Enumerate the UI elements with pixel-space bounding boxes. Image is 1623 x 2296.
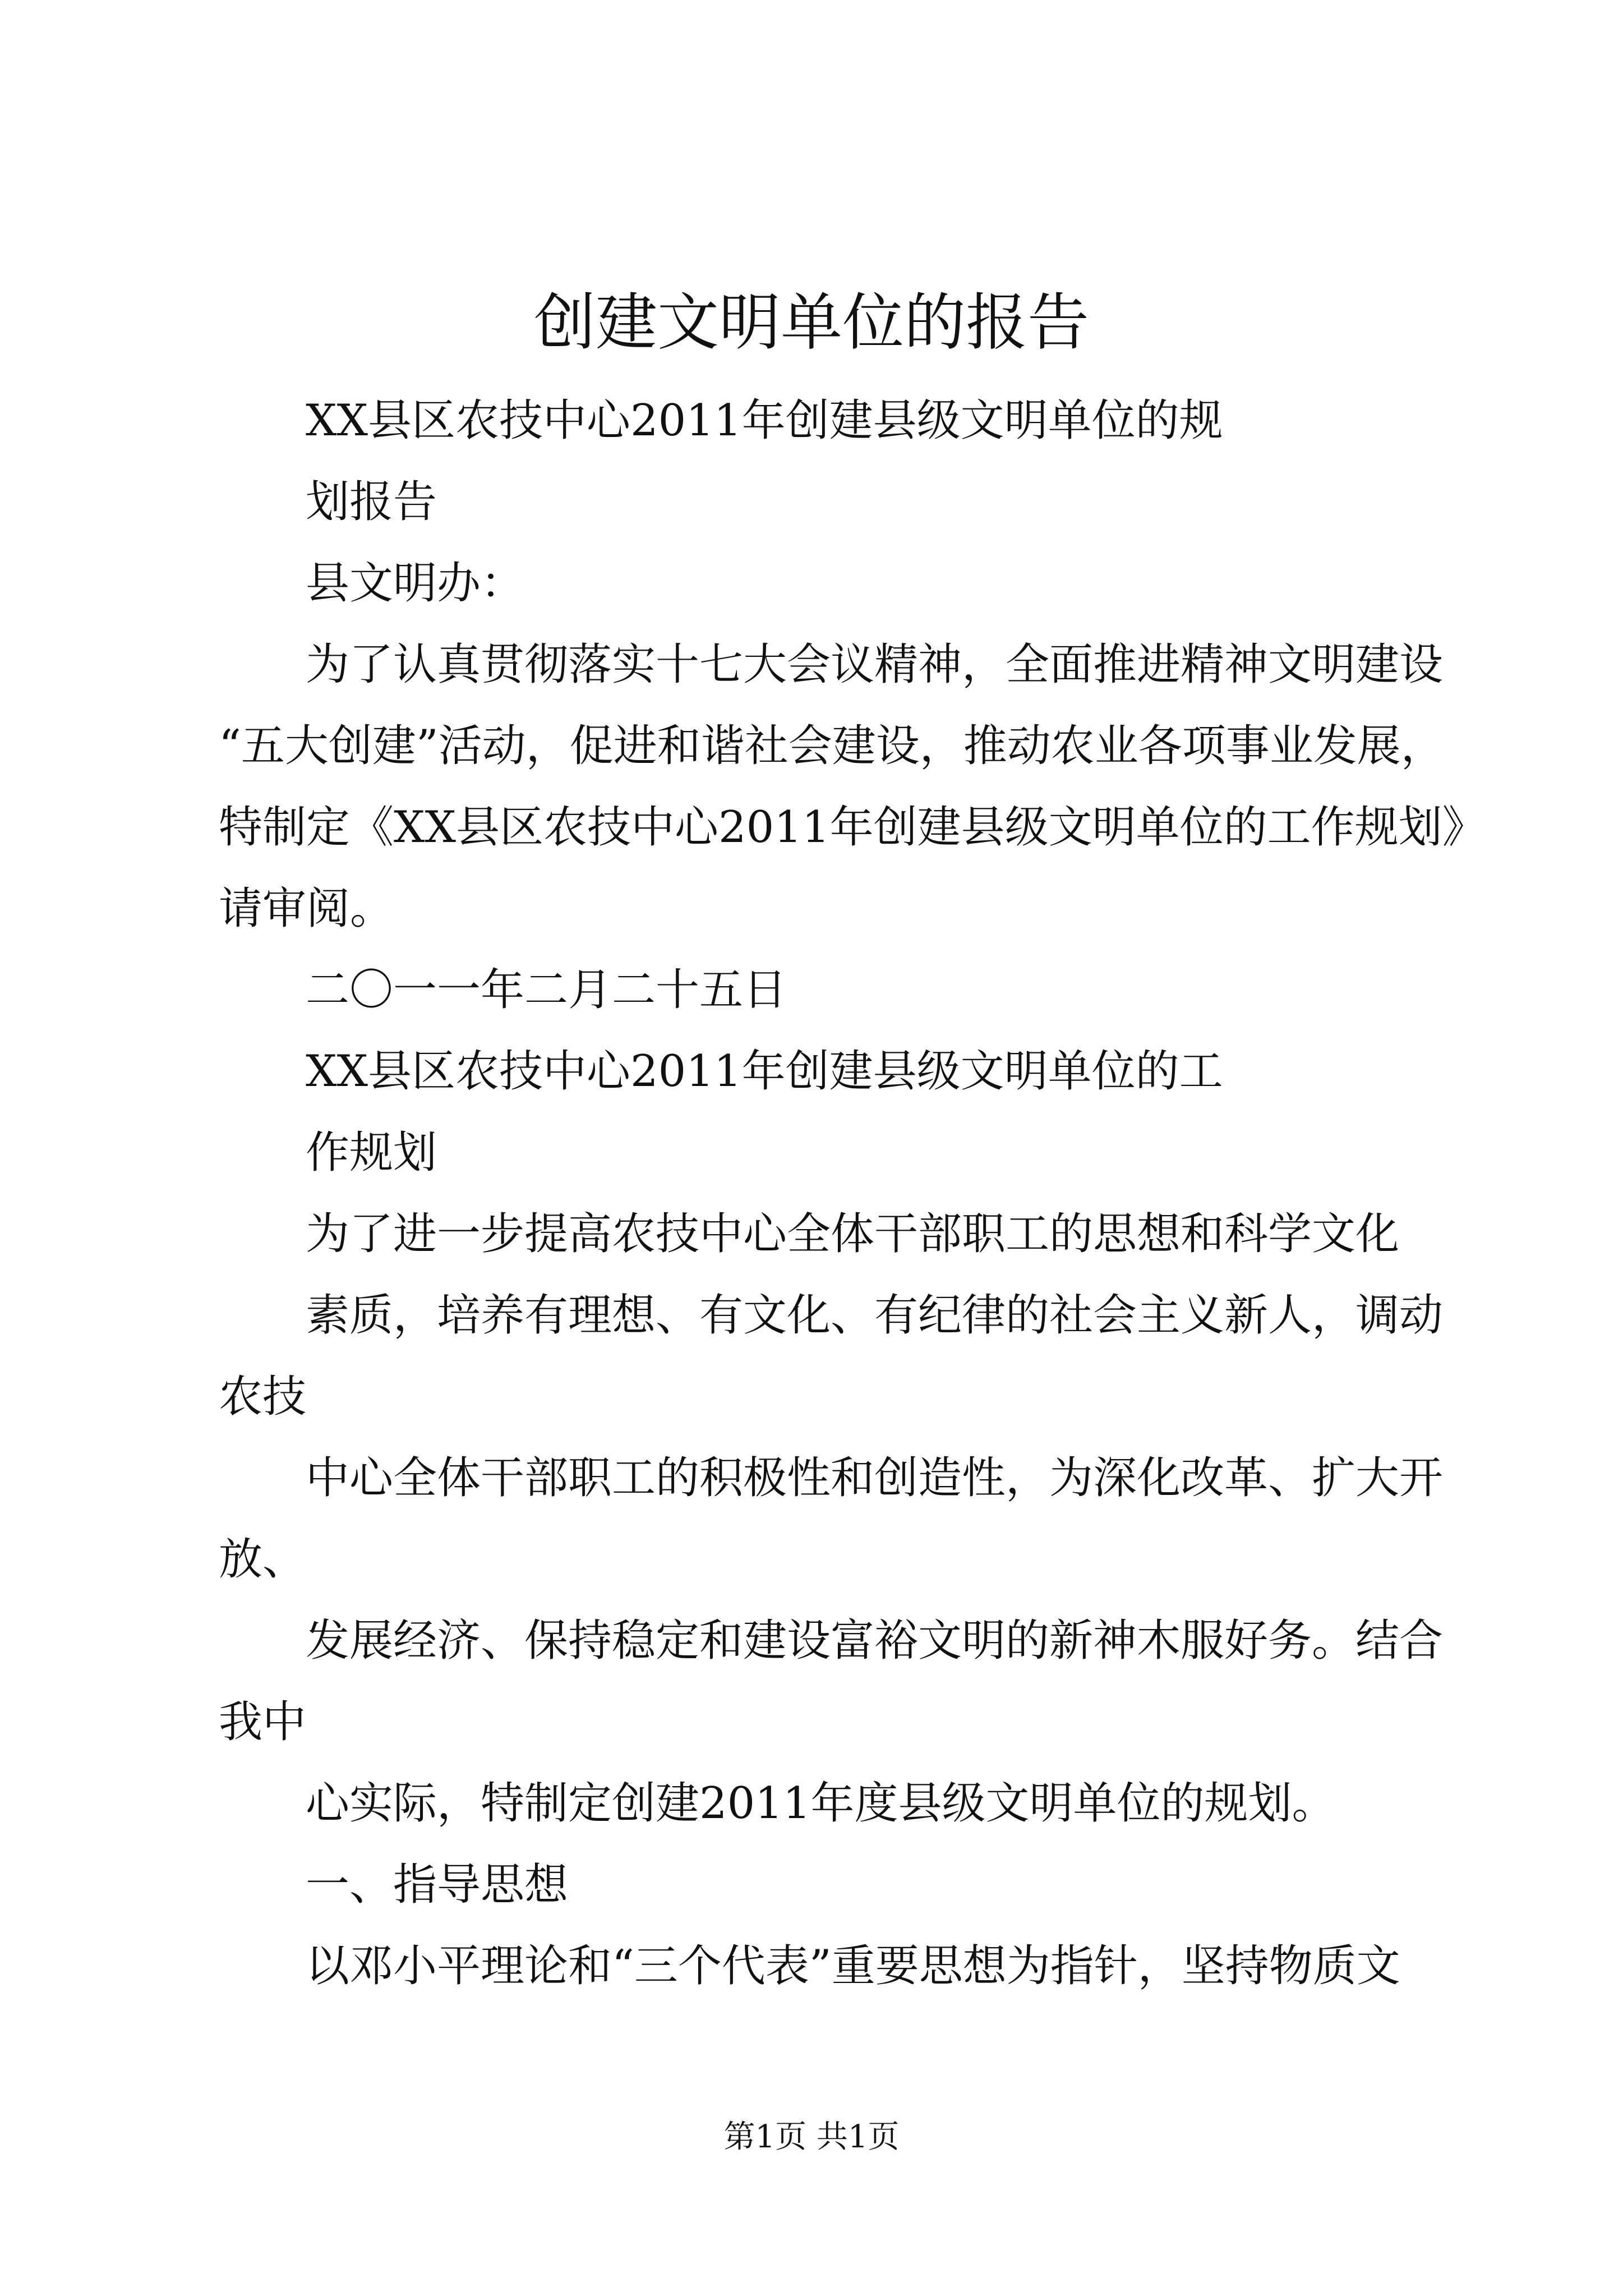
body-line: 心实际，特制定创建2011年度县级文明单位的规划。 <box>306 1778 1336 1829</box>
body-line: 我中 <box>219 1697 307 1747</box>
body-line: 以邓小平理论和“三个代表”重要思想为指针，坚持物质文 <box>306 1941 1400 1991</box>
body-line: 放、 <box>219 1534 307 1585</box>
heading-line-3: XX县区农技中心2011年创建县级文明单位的工 <box>306 1046 1223 1097</box>
body-line: 农技 <box>219 1372 307 1422</box>
body-line: 中心全体干部职工的积极性和创造性，为深化改革、扩大开 <box>306 1453 1444 1503</box>
heading-line-2: 划报告 <box>306 477 437 527</box>
document-title: 创建文明单位的报告 <box>534 287 1089 358</box>
heading-line-4: 作规划 <box>306 1128 437 1178</box>
body-line: 为了认真贯彻落实十七大会议精神，全面推进精神文明建设 <box>306 639 1444 690</box>
body-line: “五大创建”活动，促进和谐社会建设，推动农业各项事业发展， <box>219 721 1445 771</box>
body-line: 特制定《XX县区农技中心2011年创建县级文明单位的工作规划》 <box>219 802 1486 853</box>
salutation: 县文明办： <box>306 558 525 609</box>
body-line: 发展经济、保持稳定和建设富裕文明的新神木服好务。结合 <box>306 1616 1444 1666</box>
section-heading: 一、指导思想 <box>306 1860 569 1910</box>
body-line: 素质，培养有理想、有文化、有纪律的社会主义新人，调动 <box>306 1290 1444 1341</box>
body-line: 为了进一步提高农技中心全体干部职工的思想和科学文化 <box>306 1209 1400 1259</box>
page-footer: 第1页 共1页 <box>723 2119 900 2155</box>
body-line: 请审阅。 <box>219 884 394 934</box>
date-line: 二〇一一年二月二十五日 <box>306 965 787 1015</box>
heading-line-1: XX县区农技中心2011年创建县级文明单位的规 <box>306 395 1223 446</box>
